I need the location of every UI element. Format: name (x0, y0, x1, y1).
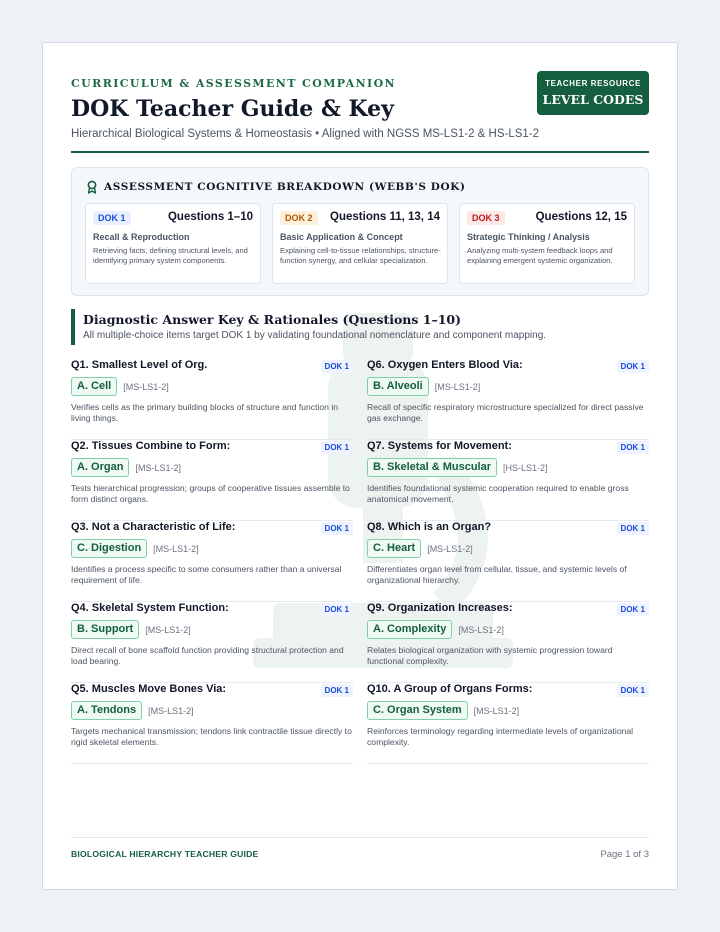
header-divider (71, 151, 649, 153)
section-subtitle: All multiple-choice items target DOK 1 by validating foundational nomenclature and component mapping. (83, 330, 547, 341)
correct-answer: A. Complexity (367, 620, 452, 639)
dok-level-description: Retrieving facts, defining structural levels, and identifying primary system components. (93, 246, 248, 265)
correct-answer: B. Alveoli (367, 377, 429, 396)
question-item-3 (71, 521, 353, 602)
answer-row (367, 539, 473, 558)
ngss-standard: [MS-LS1-2] (148, 705, 194, 716)
dok-level-badge: DOK 1 (93, 211, 131, 225)
answer-row (71, 620, 191, 639)
ngss-standard: [MS-LS1-2] (145, 624, 191, 635)
document-header (71, 77, 649, 140)
dok-questions: Questions 1–10 (167, 211, 253, 223)
question-item-10 (367, 683, 649, 764)
document-page (42, 42, 678, 890)
answer-rationale: Differentiates organ level from cellular, tissue, and systemic levels of organizational hierarchy. (367, 564, 627, 585)
dok-breakdown-panel (71, 167, 649, 296)
correct-answer: C. Heart (367, 539, 421, 558)
correct-answer: A. Organ (71, 458, 129, 477)
ngss-standard: [MS-LS1-2] (434, 381, 481, 392)
answer-rationale: Identifies a process specific to some consumers rather than a universal requirement of life. (71, 564, 342, 585)
question-title: Q4. Skeletal System Function: (71, 602, 229, 614)
answer-row (367, 377, 480, 396)
question-title: Q9. Organization Increases: (367, 602, 513, 614)
question-dok-badge: DOK 1 (321, 684, 353, 697)
answer-rationale: Targets mechanical transmission; tendons link contractile tissue directly to rigid skeletal elements. (71, 726, 352, 747)
dok-breakdown-title: ASSESSMENT COGNITIVE BREAKDOWN (WEBB'S DOK) (104, 181, 466, 193)
dok-level-name: Strategic Thinking / Analysis (467, 232, 590, 242)
question-item-2 (71, 440, 353, 521)
badge-top-label: TEACHER RESOURCE (545, 79, 641, 88)
question-title: Q1. Smallest Level of Org. (71, 359, 208, 371)
level-codes-badge (537, 71, 649, 115)
dok-level-description: Explaining cell-to-tissue relationships, structure-function synergy, and cellular specialization. (280, 246, 441, 265)
correct-answer: A. Cell (71, 377, 117, 396)
dok-card-1 (85, 203, 261, 284)
footer-guide-title: BIOLOGICAL HIERARCHY TEACHER GUIDE (71, 849, 259, 859)
dok-level-description: Analyzing multi-system feedback loops and explaining emergent systemic organization. (467, 246, 613, 265)
question-title: Q10. A Group of Organs Forms: (367, 683, 533, 695)
section-title: Diagnostic Answer Key & Rationales (Questions 1–10) (83, 312, 462, 327)
dok-card-3 (459, 203, 635, 284)
question-dok-badge: DOK 1 (321, 360, 353, 373)
answer-rationale: Direct recall of bone scaffold function providing structural protection and load bearing. (71, 645, 344, 666)
answer-row (71, 377, 169, 396)
question-title: Q2. Tissues Combine to Form: (71, 440, 231, 452)
question-item-8 (367, 521, 649, 602)
dok-questions: Questions 12, 15 (535, 211, 627, 223)
correct-answer: A. Tendons (71, 701, 142, 720)
question-dok-badge: DOK 1 (321, 603, 353, 616)
question-item-1 (71, 359, 353, 440)
correct-answer: B. Support (71, 620, 139, 639)
question-title: Q8. Which is an Organ? (367, 521, 492, 533)
question-dok-badge: DOK 1 (617, 684, 649, 697)
question-dok-badge: DOK 1 (617, 522, 649, 535)
answer-row (367, 458, 548, 477)
ngss-standard: [MS-LS1-2] (427, 543, 473, 554)
dok-level-name: Recall & Reproduction (93, 232, 190, 242)
answer-rationale: Relates biological organization with systemic progression toward functional complexity. (367, 645, 613, 666)
answer-rationale: Identifies foundational systemic cooperation required to enable gross anatomical movement. (367, 483, 629, 504)
ngss-standard: [MS-LS1-2] (458, 624, 504, 635)
question-item-5 (71, 683, 353, 764)
ngss-standard: [MS-LS1-2] (135, 462, 181, 473)
question-dok-badge: DOK 1 (617, 441, 649, 454)
answer-rationale: Verifies cells as the primary building blocks of structure and function in living things. (71, 402, 339, 423)
answer-row (71, 458, 181, 477)
ngss-standard: [HS-LS1-2] (503, 462, 548, 473)
question-dok-badge: DOK 1 (321, 522, 353, 535)
question-item-6 (367, 359, 649, 440)
eyebrow-label: CURRICULUM & ASSESSMENT COMPANION (71, 77, 397, 90)
answer-row (71, 701, 194, 720)
question-item-4 (71, 602, 353, 683)
question-title: Q6. Oxygen Enters Blood Via: (367, 359, 523, 371)
ngss-standard: [MS-LS1-2] (123, 381, 169, 392)
dok-breakdown-heading (86, 180, 466, 194)
badge-main-label: LEVEL CODES (542, 92, 644, 107)
dok-card-2 (272, 203, 448, 284)
answer-row (367, 620, 504, 639)
correct-answer: C. Digestion (71, 539, 147, 558)
answer-rationale: Tests hierarchical progression; groups of cooperative tissues assemble to form distinct organs. (71, 483, 350, 504)
question-dok-badge: DOK 1 (321, 441, 353, 454)
dok-questions: Questions 11, 13, 14 (330, 211, 440, 223)
answer-row (71, 539, 199, 558)
correct-answer: C. Organ System (367, 701, 468, 720)
ngss-standard: [MS-LS1-2] (473, 705, 520, 716)
dok-level-name: Basic Application & Concept (280, 232, 403, 242)
answer-rationale: Recall of specific respiratory microstructure specialized for direct passive gas exchange. (367, 402, 644, 423)
question-item-7 (367, 440, 649, 521)
page-subtitle: Hierarchical Biological Systems & Homeostasis • Aligned with NGSS MS-LS1-2 & HS-LS1-2 (71, 128, 540, 140)
question-title: Q3. Not a Characteristic of Life: (71, 521, 236, 533)
award-ribbon-icon (86, 180, 98, 194)
question-item-9 (367, 602, 649, 683)
answer-key-section-header (71, 309, 649, 345)
dok-level-badge: DOK 2 (280, 211, 318, 225)
dok-level-badge: DOK 3 (467, 211, 505, 225)
page-number: Page 1 of 3 (600, 849, 649, 860)
ngss-standard: [MS-LS1-2] (153, 543, 199, 554)
footer-divider (71, 837, 649, 838)
question-title: Q5. Muscles Move Bones Via: (71, 683, 227, 695)
page-title: DOK Teacher Guide & Key (71, 96, 394, 122)
correct-answer: B. Skeletal & Muscular (367, 458, 497, 477)
question-dok-badge: DOK 1 (617, 603, 649, 616)
question-dok-badge: DOK 1 (617, 360, 649, 373)
answer-row (367, 701, 519, 720)
question-title: Q7. Systems for Movement: (367, 440, 512, 452)
answer-rationale: Reinforces terminology regarding intermediate levels of organizational complexity. (367, 726, 634, 747)
